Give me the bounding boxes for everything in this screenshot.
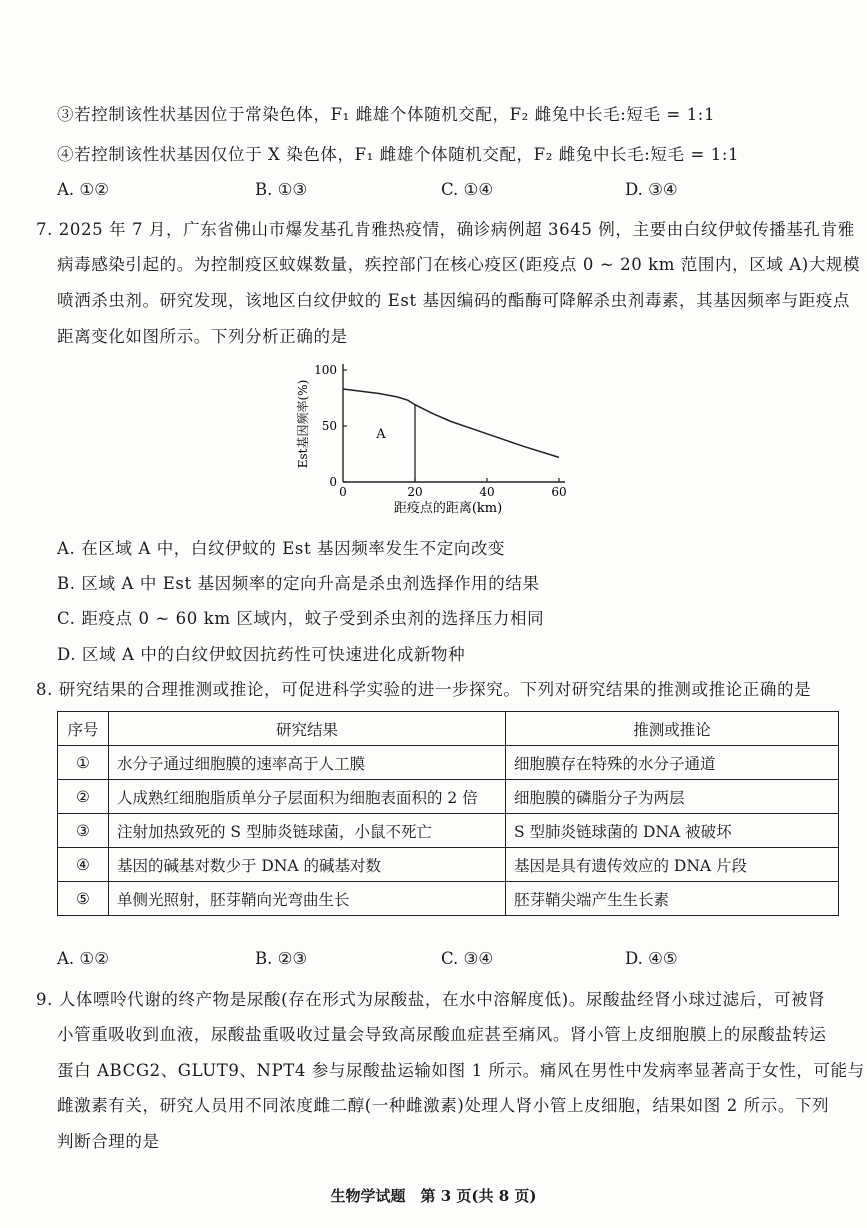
q7-stem-line-1: 7. 2025 年 7 月，广东省佛山市爆发基孔肯雅热疫情，确诊病例超 3645 例，主要由白纹伊蚊传播基孔肯雅 — [36, 220, 855, 239]
row-number: ② — [58, 780, 109, 814]
row-number: ④ — [58, 848, 109, 882]
series-line — [343, 389, 559, 457]
table-row — [58, 814, 839, 848]
region-a-label: A — [376, 427, 386, 442]
row-inference: 基因是具有遗传效应的 DNA 片段 — [506, 848, 839, 882]
y-tick-label: 100 — [314, 363, 337, 377]
q8-stem: 8. 研究结果的合理推测或推论，可促进科学实验的进一步探究。下列对研究结果的推测或推论正确的是 — [36, 680, 812, 699]
q9-stem-line-1: 9. 人体嘌呤代谢的终产物是尿酸(存在形式为尿酸盐，在水中溶解度低)。尿酸盐经肾小球过滤后，可被肾 — [36, 990, 826, 1009]
q8-option-c: C. ③④ — [441, 949, 494, 968]
q8-results-table — [57, 711, 839, 916]
x-axis-label: 距疫点的距离(km) — [393, 501, 503, 516]
row-result: 人成熟红细胞脂质单分子层面积为细胞表面积的 2 倍 — [109, 780, 506, 814]
q8-option-b: B. ②③ — [255, 949, 308, 968]
x-tick-label: 40 — [479, 485, 495, 499]
row-number: ③ — [58, 814, 109, 848]
page-footer: 生物学试题 第 3 页(共 8 页) — [330, 1187, 537, 1205]
table-row — [58, 746, 839, 780]
q7-option-b: B. 区域 A 中 Est 基因频率的定向升高是杀虫剂选择作用的结果 — [57, 574, 540, 593]
header-number: 序号 — [58, 712, 109, 746]
q8-option-a: A. ①② — [57, 949, 109, 968]
row-number: ⑤ — [58, 882, 109, 916]
row-result: 注射加热致死的 S 型肺炎链球菌，小鼠不死亡 — [109, 814, 506, 848]
q9-stem-line-2: 小管重吸收到血液，尿酸盐重吸收过量会导致高尿酸血症甚至痛风。肾小管上皮细胞膜上的尿酸盐转运 — [57, 1025, 827, 1044]
row-result: 单侧光照射，胚芽鞘向光弯曲生长 — [109, 882, 506, 916]
q7-option-d: D. 区域 A 中的白纹伊蚊因抗药性可快速进化成新物种 — [57, 645, 466, 664]
q7-option-a: A. 在区域 A 中，白纹伊蚊的 Est 基因频率发生不定向改变 — [57, 539, 506, 558]
table-row — [58, 848, 839, 882]
y-axis-label: Est基因频率(%) — [296, 379, 310, 469]
q7-stem-line-2: 病毒感染引起的。为控制疫区蚊媒数量，疾控部门在核心疫区(距疫点 0 ~ 20 km 范围内，区域 A)大规模 — [57, 255, 861, 274]
q9-stem-line-3: 蛋白 ABCG2、GLUT9、NPT4 参与尿酸盐运输如图 1 所示。痛风在男性中发病率显著高于女性，可能与 — [57, 1061, 865, 1080]
q6-statement-4: ④若控制该性状基因仅位于 X 染色体，F₁ 雌雄个体随机交配，F₂ 雌兔中长毛:短毛 = 1:1 — [57, 145, 740, 164]
row-inference: 胚芽鞘尖端产生生长素 — [506, 882, 839, 916]
q9-stem-line-5: 判断合理的是 — [57, 1132, 160, 1151]
row-inference: S 型肺炎链球菌的 DNA 被破坏 — [506, 814, 839, 848]
q9-stem-line-4: 雌激素有关，研究人员用不同浓度雌二醇(一种雌激素)处理人肾小管上皮细胞，结果如图 2 所示。下列 — [57, 1096, 830, 1115]
table-row — [58, 780, 839, 814]
x-tick-label: 60 — [551, 485, 567, 499]
q6-option-b: B. ①③ — [255, 180, 308, 199]
q6-option-d: D. ③④ — [625, 180, 678, 199]
y-tick-label: 0 — [329, 475, 337, 489]
row-result: 水分子通过细胞膜的速率高于人工膜 — [109, 746, 506, 780]
q8-option-d: D. ④⑤ — [625, 949, 678, 968]
header-inference: 推测或推论 — [506, 712, 839, 746]
header-result: 研究结果 — [109, 712, 506, 746]
q6-option-c: C. ①④ — [441, 180, 494, 199]
table-header-row — [58, 712, 839, 746]
row-inference: 细胞膜的磷脂分子为两层 — [506, 780, 839, 814]
q7-stem-line-3: 喷洒杀虫剂。研究发现，该地区白纹伊蚊的 Est 基因编码的酯酶可降解杀虫剂毒素，其基因频率与距疫点 — [57, 291, 851, 310]
x-tick-label: 20 — [407, 485, 423, 499]
q6-statement-3: ③若控制该性状基因位于常染色体，F₁ 雌雄个体随机交配，F₂ 雌兔中长毛:短毛 = 1:1 — [57, 105, 716, 124]
q6-option-a: A. ①② — [57, 180, 109, 199]
x-tick-label: 0 — [339, 485, 347, 499]
table-row — [58, 882, 839, 916]
row-inference: 细胞膜存在特殊的水分子通道 — [506, 746, 839, 780]
q7-stem-line-4: 距离变化如图所示。下列分析正确的是 — [57, 327, 348, 346]
est-frequency-chart — [285, 352, 585, 522]
y-tick-label: 50 — [321, 419, 337, 433]
row-result: 基因的碱基对数少于 DNA 的碱基对数 — [109, 848, 506, 882]
q7-option-c: C. 距疫点 0 ~ 60 km 区域内，蚊子受到杀虫剂的选择压力相同 — [57, 609, 545, 628]
row-number: ① — [58, 746, 109, 780]
